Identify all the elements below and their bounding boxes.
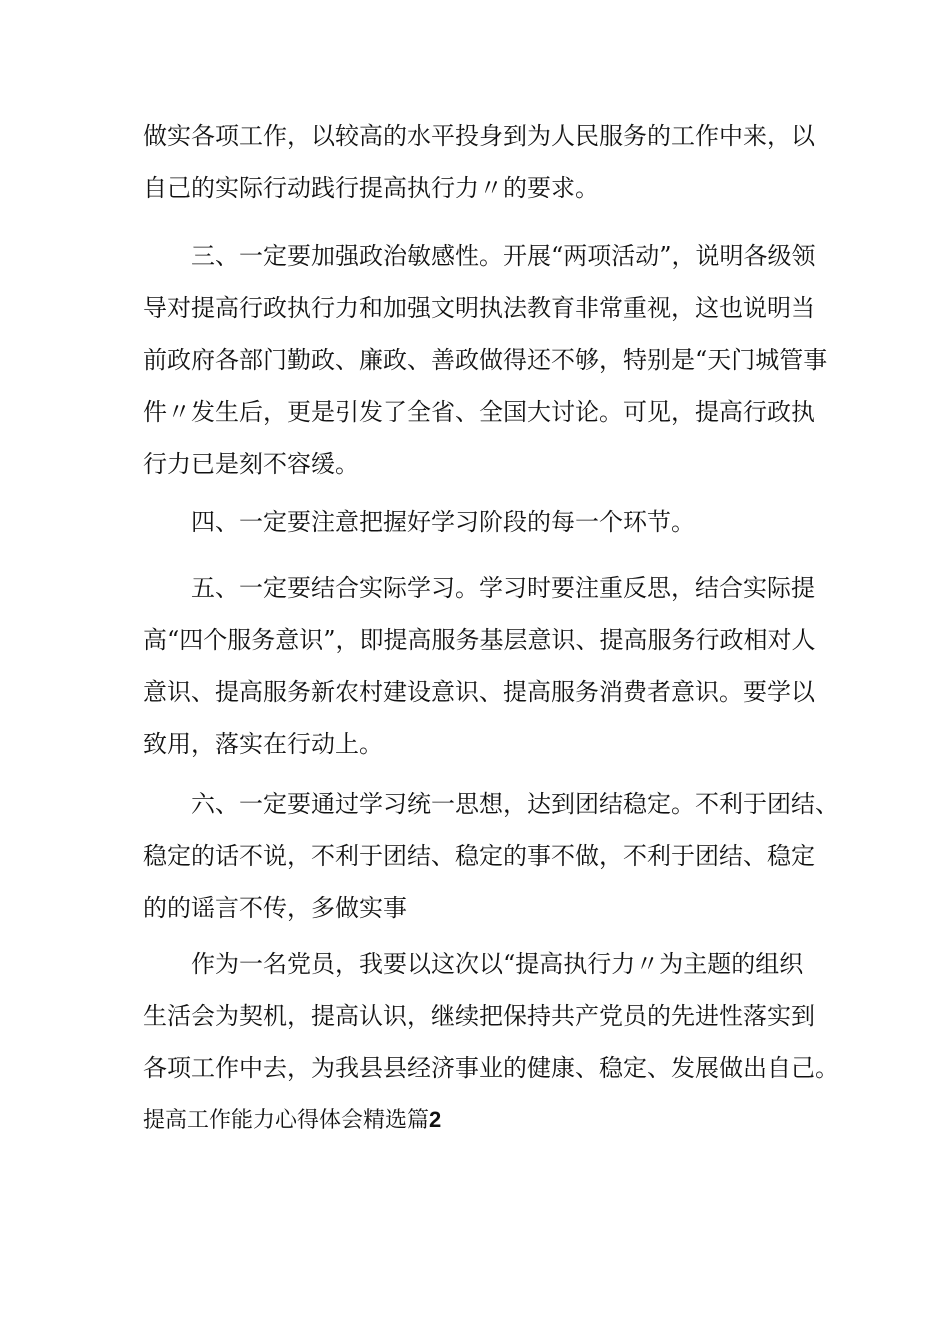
paragraph-point-three (143, 230, 843, 490)
text-line: 意识、提高服务新农村建设意识、提高服务消费者意识。要学以 (143, 678, 815, 706)
text-line: 件〃发生后，更是引发了全省、全国大讨论。可见，提高行政执 (143, 398, 815, 426)
paragraph-point-six (143, 778, 843, 934)
section-heading-text: 提高工作能力心得体会精选篇 (143, 1108, 430, 1133)
text-line: 前政府各部门勤政、廉政、善政做得还不够，特别是“天门城管事 (143, 346, 828, 374)
text-line: 作为一名党员，我要以这次以“提高执行力〃为主题的组织 (191, 950, 804, 978)
text-line: 各项工作中去，为我县县经济事业的健康、稳定、发展做出自己。 (143, 1054, 839, 1082)
paragraph-point-five (143, 562, 843, 770)
text-line: 高“四个服务意识”，即提高服务基层意识、提高服务行政相对人 (143, 626, 816, 654)
section-heading-number: 2 (429, 1107, 442, 1132)
text-line: 四、一定要注意把握好学习阶段的每一个环节。 (191, 508, 695, 536)
text-line: 做实各项工作，以较高的水平投身到为人民服务的工作中来，以 (143, 122, 815, 150)
section-heading (143, 1098, 441, 1143)
text-line: 导对提高行政执行力和加强文明执法教育非常重视，这也说明当 (143, 294, 815, 322)
text-line: 的的谣言不传，多做实事 (143, 894, 407, 922)
paragraph-conclusion (143, 938, 843, 1094)
text-line: 致用，落实在行动上。 (143, 730, 383, 758)
text-line: 生活会为契机，提高认识，继续把保持共产党员的先进性落实到 (143, 1002, 815, 1030)
paragraph-continuation (143, 110, 843, 214)
text-line: 六、一定要通过学习统一思想，达到团结稳定。不利于团结、 (191, 790, 839, 818)
text-line: 稳定的话不说，不利于团结、稳定的事不做，不利于团结、稳定 (143, 842, 815, 870)
text-line: 自己的实际行动践行提高执行力〃的要求。 (143, 174, 599, 202)
paragraph-point-four (143, 496, 843, 548)
text-line: 三、一定要加强政治敏感性。开展“两项活动”，说明各级领 (191, 242, 816, 270)
text-line: 行力已是刻不容缓。 (143, 450, 359, 478)
text-line: 五、一定要结合实际学习。学习时要注重反思，结合实际提 (191, 574, 815, 602)
